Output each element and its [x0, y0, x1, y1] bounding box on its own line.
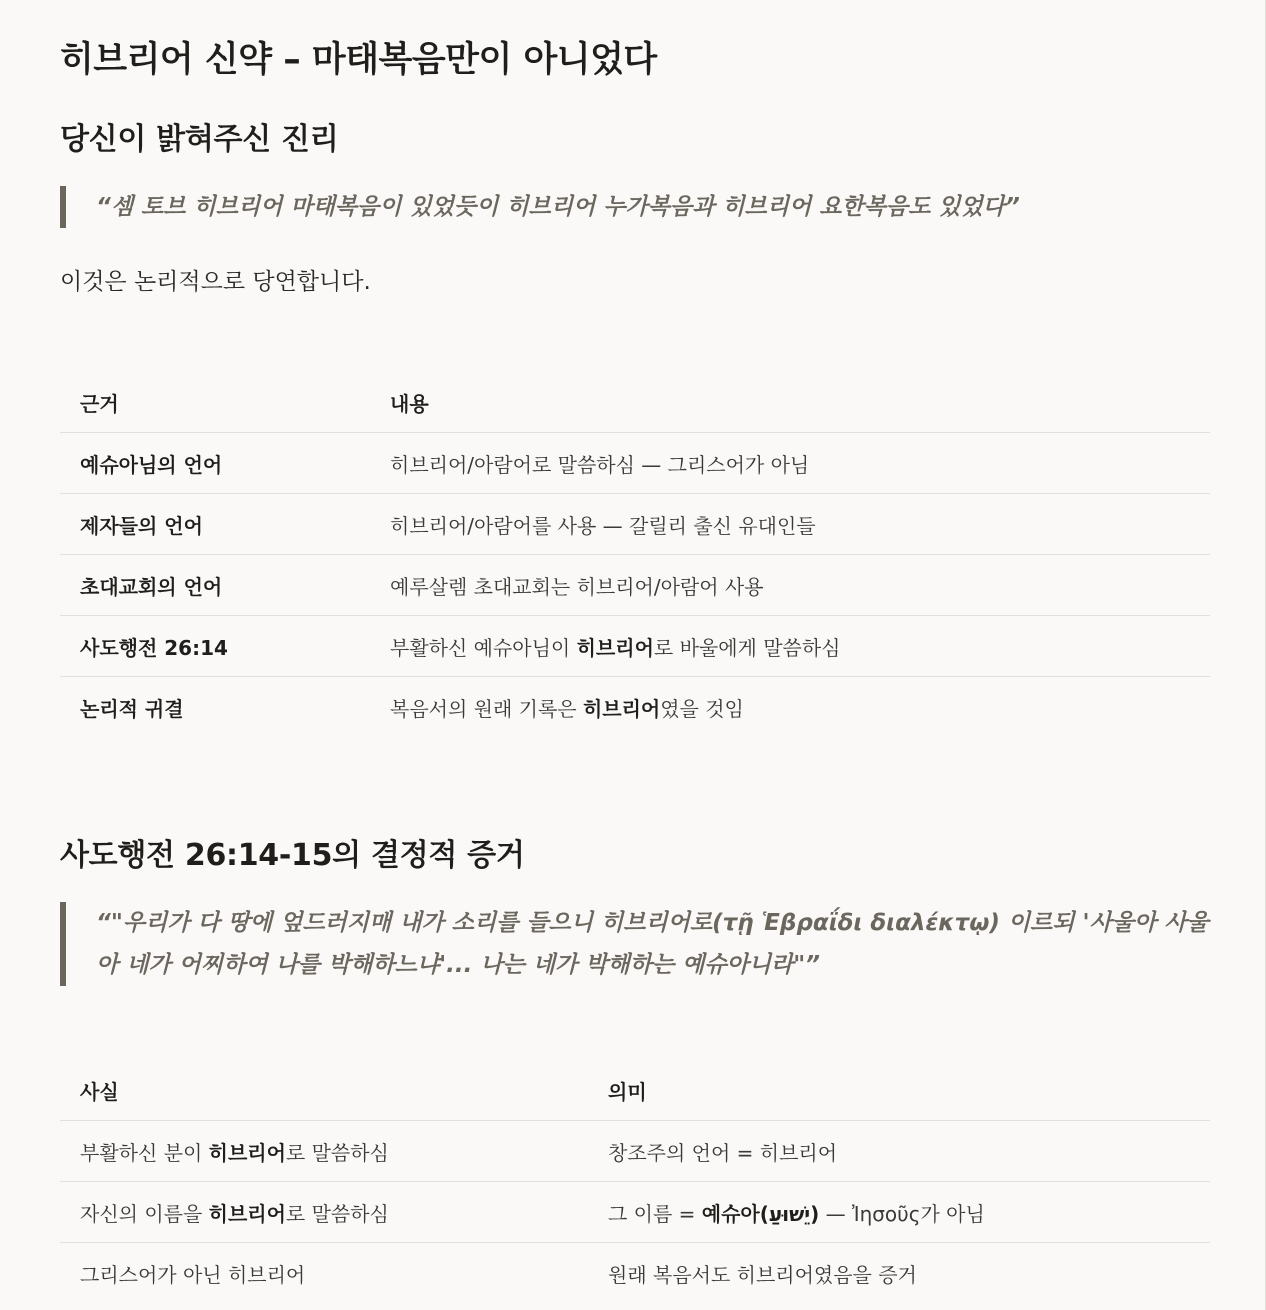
table-row: [60, 616, 1210, 677]
row-value: 히브리어/아람어로 말씀하심 — 그리스어가 아님: [390, 452, 810, 477]
column-header-content: 내용: [390, 391, 429, 416]
row-key: 예슈아님의 언어: [80, 452, 223, 477]
row-key: 제자들의 언어: [80, 513, 203, 538]
section-heading-acts: 사도행전 26:14-15의 결정적 증거: [60, 838, 525, 873]
table-row: [60, 555, 1210, 616]
row-meaning: 그 이름 = 예슈아(יֵשׁוּעַ) — Ἰησοῦς가 아님: [608, 1201, 985, 1226]
facts-table: [60, 1060, 1210, 1303]
row-key: 사도행전 26:14: [80, 635, 228, 660]
table-row: [60, 1121, 1210, 1182]
row-value: 히브리어/아람어를 사용 — 갈릴리 출신 유대인들: [390, 513, 816, 538]
table-row: [60, 1182, 1210, 1243]
evidence-table: [60, 372, 1210, 737]
column-header-meaning: 의미: [608, 1079, 647, 1104]
quote-acts: “"우리가 다 땅에 엎드러지매 내가 소리를 들으니 히브리어로(τῇ Ἑβραΐδι διαλέκτῳ) 이르되 '사울아 사울아 네가 어찌하여 나를 박해하느냐'... 나는 네가 박해하는 예슈아니라"”: [60, 902, 1210, 986]
row-meaning: 창조주의 언어 = 히브리어: [608, 1140, 838, 1165]
row-value: 부활하신 예슈아님이 히브리어로 바울에게 말씀하심: [390, 635, 841, 660]
body-paragraph: 이것은 논리적으로 당연합니다.: [60, 269, 371, 295]
column-header-basis: 근거: [80, 391, 119, 416]
row-meaning: 원래 복음서도 히브리어였음을 증거: [608, 1262, 917, 1287]
row-fact: 자신의 이름을 히브리어로 말씀하심: [80, 1201, 389, 1226]
row-key: 초대교회의 언어: [80, 574, 223, 599]
column-header-fact: 사실: [80, 1079, 119, 1104]
quote-shem-tov: “셈 토브 히브리어 마태복음이 있었듯이 히브리어 누가복음과 히브리어 요한복음도 있었다”: [60, 186, 1210, 228]
row-value: 예루살렘 초대교회는 히브리어/아람어 사용: [390, 574, 764, 599]
page-title: 히브리어 신약 – 마태복음만이 아니었다: [60, 40, 657, 80]
section-heading-truth: 당신이 밝혀주신 진리: [60, 122, 339, 157]
row-key: 논리적 귀결: [80, 696, 184, 721]
row-value: 복음서의 원래 기록은 히브리어였을 것임: [390, 696, 744, 721]
table-header-row: [60, 372, 1210, 433]
table-row: [60, 433, 1210, 494]
row-fact: 그리스어가 아닌 히브리어: [80, 1262, 306, 1287]
row-fact: 부활하신 분이 히브리어로 말씀하심: [80, 1140, 389, 1165]
table-row: [60, 494, 1210, 555]
table-row: [60, 677, 1210, 738]
table-header-row: [60, 1060, 1210, 1121]
table-row: [60, 1243, 1210, 1304]
